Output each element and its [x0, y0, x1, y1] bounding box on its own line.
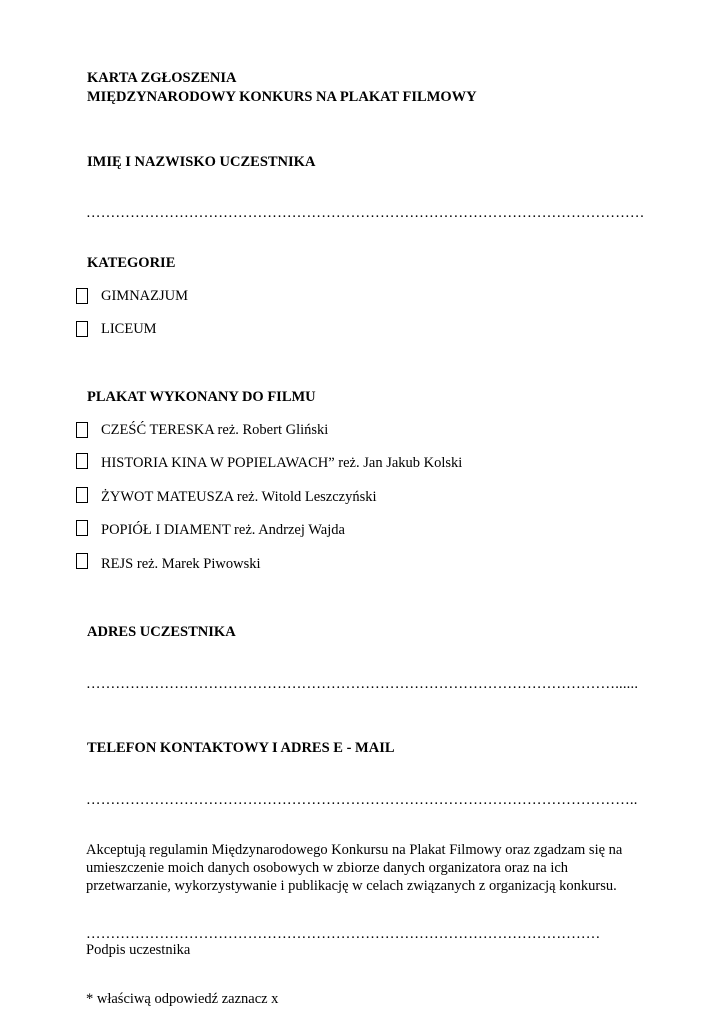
contact-field[interactable]: …………………………………………………………………………………………………..: [86, 792, 638, 808]
option-film-2: HISTORIA KINA W POPIELAWACH” reż. Jan Jakub Kolski: [101, 455, 463, 471]
option-film-4: POPIÓŁ I DIAMENT reż. Andrzej Wajda: [101, 522, 345, 538]
checkbox-film-2[interactable]: [76, 453, 88, 469]
option-liceum: LICEUM: [101, 321, 157, 337]
contest-title: MIĘDZYNARODOWY KONKURS NA PLAKAT FILMOWY: [87, 89, 477, 105]
checkbox-film-5[interactable]: [76, 553, 88, 569]
consent-text: Akceptują regulamin Międzynarodowego Konkursu na Plakat Filmowy oraz zgadzam się na umieszczenie moich danych osobowych w zbiorze danych organizatora oraz na ich przetwarzanie, wykorzystywanie i publikację w celach związanych z organizacją konkursu.: [86, 842, 623, 894]
footnote: * właściwą odpowiedź zaznacz x: [86, 991, 279, 1007]
address-field[interactable]: ………………………………………………………………………………………………......: [86, 676, 639, 692]
signature-line[interactable]: ……………………………………………………………………………………………: [86, 926, 601, 942]
signature-label: Podpis uczestnika: [86, 942, 191, 958]
checkbox-film-1[interactable]: [76, 422, 88, 438]
option-film-3: ŻYWOT MATEUSZA reż. Witold Leszczyński: [101, 489, 377, 505]
form-title: KARTA ZGŁOSZENIA: [87, 70, 237, 86]
checkbox-gimnazjum[interactable]: [76, 288, 88, 304]
poster-label: PLAKAT WYKONANY DO FILMU: [87, 389, 316, 405]
participant-name-label: IMIĘ I NAZWISKO UCZESTNIKA: [87, 154, 316, 170]
participant-name-field[interactable]: ……………………………………………………………………………………………………: [86, 205, 645, 221]
address-label: ADRES UCZESTNIKA: [87, 624, 236, 640]
checkbox-film-3[interactable]: [76, 487, 88, 503]
checkbox-film-4[interactable]: [76, 520, 88, 536]
option-gimnazjum: GIMNAZJUM: [101, 288, 188, 304]
option-film-5: REJS reż. Marek Piwowski: [101, 556, 261, 572]
contact-label: TELEFON KONTAKTOWY I ADRES E - MAIL: [87, 740, 395, 756]
option-film-1: CZEŚĆ TERESKA reż. Robert Gliński: [101, 422, 329, 438]
checkbox-liceum[interactable]: [76, 321, 88, 337]
categories-label: KATEGORIE: [87, 255, 176, 271]
